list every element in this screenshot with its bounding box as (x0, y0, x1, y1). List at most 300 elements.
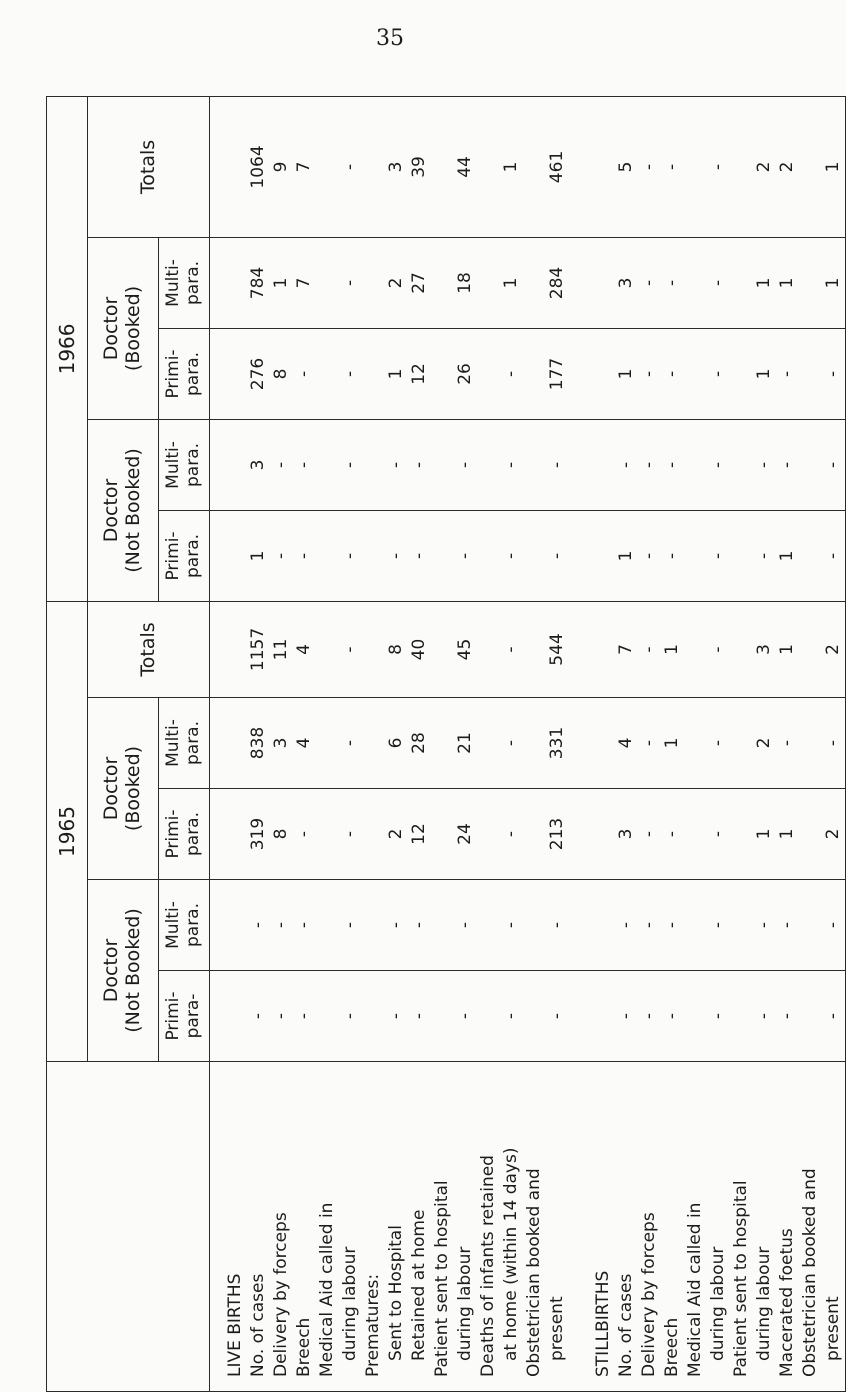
table-cell: 1 (662, 737, 682, 749)
table-cell: - (708, 1012, 728, 1020)
table-cell: 4 (294, 737, 314, 749)
table-cell: 1 (777, 277, 797, 289)
table-cell: 3 (271, 737, 291, 749)
row-label-header (47, 1062, 210, 1392)
table-cell: 838 (248, 726, 268, 760)
row-labels-column (210, 1062, 846, 1392)
row-label: during labour (340, 1246, 360, 1361)
table-cell (730, 880, 753, 970)
row-label: during labour (708, 1246, 728, 1361)
table-cell (730, 698, 753, 788)
table-cell: 7 (616, 644, 636, 655)
table-cell (523, 329, 546, 419)
table-cell: 28 (409, 732, 429, 754)
subheader-line: Multi- (163, 441, 184, 489)
table-cell: 18 (455, 272, 475, 294)
column-1965-booked-multi (210, 698, 846, 789)
table-cell: 2 (823, 828, 843, 840)
subheader-line: para. (183, 902, 203, 948)
table-cell: 3 (248, 459, 268, 471)
table-cell: - (409, 552, 429, 560)
table-cell: - (501, 830, 521, 838)
subheader-line: para. (183, 351, 203, 396)
group-header-1966-not-booked (88, 419, 159, 601)
table-cell (730, 971, 753, 1061)
row-label: Macerated foetus (777, 1228, 797, 1377)
table-cell: 319 (248, 817, 268, 851)
table-cell (592, 97, 615, 237)
table-cell: 1 (823, 161, 843, 173)
table-cell: - (616, 921, 636, 929)
table-cell (477, 880, 500, 970)
table-cell: - (340, 279, 360, 287)
table-cell: 1 (616, 550, 636, 562)
table-cell (569, 511, 592, 601)
column-1965-booked-primi (210, 789, 846, 880)
row-label: Prematures: (363, 1273, 383, 1377)
table-cell: 2 (754, 161, 774, 173)
table-cell (569, 329, 592, 419)
table-cell (477, 511, 500, 601)
table-cell: - (662, 279, 682, 287)
table-cell: 45 (455, 638, 475, 661)
row-label: present (547, 1296, 567, 1361)
table-cell: - (409, 921, 429, 929)
table-cell: 3 (386, 161, 406, 173)
table-cell (523, 971, 546, 1061)
table-cell (316, 602, 339, 697)
table-cell (569, 880, 592, 970)
table-cell (730, 329, 753, 419)
row-label: No. of cases (616, 1273, 636, 1377)
group-header-1966-booked (88, 237, 159, 419)
table-cell (523, 420, 546, 510)
group-header-line: Doctor (100, 938, 123, 1003)
table-cell: 331 (547, 726, 567, 760)
table-cell (362, 511, 385, 601)
table-cell (477, 420, 500, 510)
table-cell: 39 (409, 156, 429, 178)
table-cell: - (271, 461, 291, 469)
table-cell (799, 329, 822, 419)
table-cell: - (639, 163, 659, 171)
subheader-1966-not-booked-multi (159, 419, 210, 510)
table-cell: - (639, 279, 659, 287)
table-cell: - (501, 739, 521, 747)
group-header-1965-booked (88, 698, 159, 880)
table-cell: 1 (823, 277, 843, 289)
subheader-line: Multi- (163, 259, 184, 307)
column-1966-booked-multi (210, 237, 846, 328)
table-cell (431, 97, 454, 237)
row-label: Breech (662, 1317, 682, 1377)
table-cell: - (708, 370, 728, 378)
table-cell: - (662, 461, 682, 469)
table-cell (362, 971, 385, 1061)
table-cell (431, 511, 454, 601)
table-cell (684, 971, 707, 1061)
table-cell: - (639, 646, 659, 653)
group-header-line: (Not Booked) (122, 908, 144, 1033)
subheader-line: Primi- (163, 531, 184, 581)
table-cell: - (708, 461, 728, 469)
table-cell: - (547, 461, 567, 469)
subheader-1965-not-booked-multi (159, 880, 210, 971)
table-cell: 177 (547, 357, 567, 391)
table-cell: 11 (271, 638, 291, 661)
row-label: Obstetrician booked and (524, 1168, 544, 1377)
table-cell (684, 789, 707, 879)
row-label: Patient sent to hospital (731, 1180, 751, 1377)
table-cell: 1 (777, 828, 797, 840)
table-cell: 461 (547, 150, 567, 184)
table-cell (523, 238, 546, 328)
table-cell: - (754, 552, 774, 560)
table-cell: - (455, 552, 475, 560)
table-cell: 1 (386, 368, 406, 380)
table-cell: 1 (501, 277, 521, 289)
table-cell: - (455, 1012, 475, 1020)
page-number: 35 (376, 26, 404, 51)
table-cell: - (248, 1012, 268, 1020)
table-cell (477, 238, 500, 328)
row-label: Deaths of infants retained (478, 1155, 498, 1377)
row-label: during labour (455, 1246, 475, 1361)
table-cell (569, 602, 592, 697)
table-cell: - (455, 461, 475, 469)
table-cell: - (708, 830, 728, 838)
table-cell (224, 420, 247, 510)
table-cell (224, 789, 247, 879)
table-cell: - (501, 1012, 521, 1020)
table-cell: 1 (754, 368, 774, 380)
table-cell: - (340, 921, 360, 929)
table-cell: - (777, 921, 797, 929)
table-cell: - (386, 1012, 406, 1020)
table-cell (431, 971, 454, 1061)
group-header-line: Doctor (100, 478, 123, 543)
table-cell (316, 238, 339, 328)
table-cell: - (340, 1012, 360, 1020)
table-cell: - (662, 370, 682, 378)
table-cell (224, 238, 247, 328)
table-cell: 213 (547, 817, 567, 851)
row-label: Patient sent to hospital (432, 1180, 452, 1377)
table-cell (477, 602, 500, 697)
table-cell: - (708, 739, 728, 747)
table-cell: 284 (547, 266, 567, 300)
subheader-line: Primi- (163, 991, 184, 1041)
table-cell (684, 880, 707, 970)
table-cell (477, 789, 500, 879)
subheader-line: para. (183, 720, 203, 766)
table-cell (224, 511, 247, 601)
table-cell: - (271, 552, 291, 560)
table-cell (224, 602, 247, 697)
table-cell: - (754, 1012, 774, 1020)
table-cell: - (662, 552, 682, 560)
row-label: Sent to Hospital (386, 1225, 406, 1361)
table-cell: 2 (386, 277, 406, 289)
table-cell (523, 789, 546, 879)
table-cell: - (823, 461, 843, 469)
table-cell: 1 (271, 277, 291, 289)
table-cell: - (823, 1012, 843, 1020)
table-cell: 4 (616, 737, 636, 749)
row-label: present (823, 1296, 843, 1361)
table-cell: - (340, 552, 360, 560)
table-cell: - (547, 552, 567, 560)
table-cell: 1 (754, 828, 774, 840)
table-cell: - (501, 921, 521, 929)
table-cell: - (708, 921, 728, 929)
table-cell: 26 (455, 363, 475, 385)
row-label: Delivery by forceps (271, 1212, 291, 1377)
subheader-line: para. (183, 260, 203, 305)
table-cell: 27 (409, 272, 429, 294)
subheader-line: Primi- (163, 809, 184, 859)
table-cell: - (340, 370, 360, 378)
table-cell (362, 789, 385, 879)
row-label: Medical Aid called in (685, 1202, 705, 1377)
table-cell (684, 698, 707, 788)
table-cell: - (708, 646, 728, 653)
table-cell (684, 97, 707, 237)
table-cell: 2 (754, 737, 774, 749)
table-cell: - (777, 370, 797, 378)
table-cell (477, 971, 500, 1061)
table-cell (569, 238, 592, 328)
table-cell: 3 (616, 277, 636, 289)
table-cell: - (639, 461, 659, 469)
table-cell: 12 (409, 823, 429, 845)
table-cell (224, 880, 247, 970)
subheader-line: para. (183, 811, 203, 857)
table-cell: - (294, 552, 314, 560)
table-cell: 44 (455, 156, 475, 178)
table-cell: - (754, 461, 774, 469)
row-spacer (569, 1066, 592, 1377)
subheader-1966-booked-multi (159, 237, 210, 328)
table-cell (477, 329, 500, 419)
group-header-line: Doctor (100, 296, 123, 361)
section-heading-stillbirths: STILLBIRTHS (593, 1270, 613, 1377)
table-cell: - (708, 279, 728, 287)
table-cell: 1 (248, 550, 268, 562)
row-label: Retained at home (409, 1209, 429, 1361)
table-cell (224, 971, 247, 1061)
table-cell (523, 880, 546, 970)
column-1965-not-booked-primi (210, 971, 846, 1062)
table-cell (477, 698, 500, 788)
table-cell: - (777, 739, 797, 747)
table-cell (523, 511, 546, 601)
table-cell (592, 880, 615, 970)
table-cell: 1 (616, 368, 636, 380)
table-cell: - (547, 1012, 567, 1020)
table-cell (362, 602, 385, 697)
subheader-line: para. (183, 442, 203, 487)
table-cell (684, 511, 707, 601)
table-cell: 12 (409, 363, 429, 385)
table-cell: - (294, 370, 314, 378)
table-cell (316, 511, 339, 601)
table-cell: 2 (823, 644, 843, 655)
table-cell: 1157 (248, 627, 268, 672)
table-cell: 8 (386, 644, 406, 655)
table-cell (684, 420, 707, 510)
table-cell: 7 (294, 161, 314, 173)
table-cell: - (386, 921, 406, 929)
table-cell: - (823, 739, 843, 747)
table-cell: 40 (409, 638, 429, 661)
group-header-1965-not-booked (88, 880, 159, 1062)
group-header-line: Doctor (100, 756, 123, 821)
table-cell: - (708, 552, 728, 560)
rotated-table-container (46, 97, 843, 1392)
table-cell (799, 789, 822, 879)
group-header-line: (Booked) (122, 285, 144, 372)
table-cell: 1064 (248, 145, 268, 189)
table-cell (799, 511, 822, 601)
table-cell: 5 (616, 161, 636, 173)
table-cell (799, 238, 822, 328)
subheader-line: para- (183, 993, 203, 1039)
table-cell (592, 698, 615, 788)
table-cell (730, 238, 753, 328)
subheader-line: Primi- (163, 349, 184, 399)
table-cell: - (777, 461, 797, 469)
table-cell: - (294, 1012, 314, 1020)
table-cell: 9 (271, 161, 291, 173)
totals-header-1965: Totals (88, 601, 210, 697)
table-cell: 2 (777, 161, 797, 173)
table-cell (569, 698, 592, 788)
table-cell (316, 329, 339, 419)
table-cell (730, 789, 753, 879)
table-cell (592, 971, 615, 1061)
table-cell (799, 880, 822, 970)
table-cell (684, 238, 707, 328)
column-1965-totals (210, 601, 846, 697)
row-label: Delivery by forceps (639, 1212, 659, 1377)
subheader-line: para. (183, 533, 203, 578)
table-cell: - (639, 830, 659, 838)
table-cell: - (823, 552, 843, 560)
year-header-1965: 1965 (47, 601, 88, 1061)
table-cell (730, 602, 753, 697)
column-1966-totals (210, 96, 846, 237)
subheader-line: Multi- (163, 719, 184, 767)
table-cell (316, 971, 339, 1061)
table-cell (362, 698, 385, 788)
table-cell (431, 698, 454, 788)
table-cell (362, 329, 385, 419)
table-cell: 8 (271, 828, 291, 840)
row-label: Breech (294, 1317, 314, 1377)
table-cell: - (616, 461, 636, 469)
table-cell: - (662, 830, 682, 838)
table-cell: 1 (754, 277, 774, 289)
table-cell: - (777, 1012, 797, 1020)
table-cell (592, 238, 615, 328)
table-cell (431, 329, 454, 419)
subheader-1966-booked-primi (159, 328, 210, 419)
table-cell: - (754, 921, 774, 929)
subheader-1965-booked-multi (159, 698, 210, 789)
table-cell (569, 420, 592, 510)
table-cell (523, 698, 546, 788)
section-heading-live-births: LIVE BIRTHS (225, 1273, 245, 1377)
table-cell: 1 (501, 161, 521, 173)
table-cell (224, 698, 247, 788)
table-cell (592, 420, 615, 510)
table-cell: - (501, 370, 521, 378)
table-cell (799, 97, 822, 237)
maternity-statistics-table (46, 96, 846, 1392)
table-cell: - (639, 921, 659, 929)
table-cell: 24 (455, 823, 475, 845)
table-cell (224, 97, 247, 237)
year-header-1966: 1966 (47, 96, 88, 601)
totals-header-1966: Totals (88, 96, 210, 237)
table-cell: 1 (662, 644, 682, 655)
table-cell (431, 789, 454, 879)
table-cell: 3 (616, 828, 636, 840)
table-cell: 1 (777, 550, 797, 562)
table-cell: 6 (386, 737, 406, 749)
table-cell: 8 (271, 368, 291, 380)
row-label: No. of cases (248, 1273, 268, 1377)
table-cell (730, 511, 753, 601)
table-cell (730, 420, 753, 510)
table-cell (592, 329, 615, 419)
table-cell (362, 238, 385, 328)
table-cell (431, 420, 454, 510)
table-cell (362, 97, 385, 237)
column-1965-not-booked-multi (210, 880, 846, 971)
table-cell (316, 420, 339, 510)
table-cell: - (294, 921, 314, 929)
table-cell: - (501, 646, 521, 653)
table-cell: - (294, 830, 314, 838)
table-cell: - (455, 921, 475, 929)
table-cell: - (340, 461, 360, 469)
subheader-line: Multi- (163, 901, 184, 949)
row-label: during labour (754, 1246, 774, 1361)
table-cell (431, 602, 454, 697)
table-cell (362, 880, 385, 970)
table-cell: - (340, 163, 360, 171)
table-cell (431, 238, 454, 328)
table-cell (362, 420, 385, 510)
table-cell (592, 789, 615, 879)
table-cell: - (662, 1012, 682, 1020)
table-cell: 21 (455, 732, 475, 754)
table-cell (799, 698, 822, 788)
table-cell (224, 329, 247, 419)
table-cell: - (340, 646, 360, 653)
table-cell: - (662, 921, 682, 929)
table-cell: - (547, 921, 567, 929)
table-cell: - (639, 1012, 659, 1020)
table-cell: 3 (754, 644, 774, 655)
table-cell: - (662, 163, 682, 171)
table-cell (316, 97, 339, 237)
table-cell (730, 97, 753, 237)
table-cell (592, 511, 615, 601)
table-cell (799, 971, 822, 1061)
